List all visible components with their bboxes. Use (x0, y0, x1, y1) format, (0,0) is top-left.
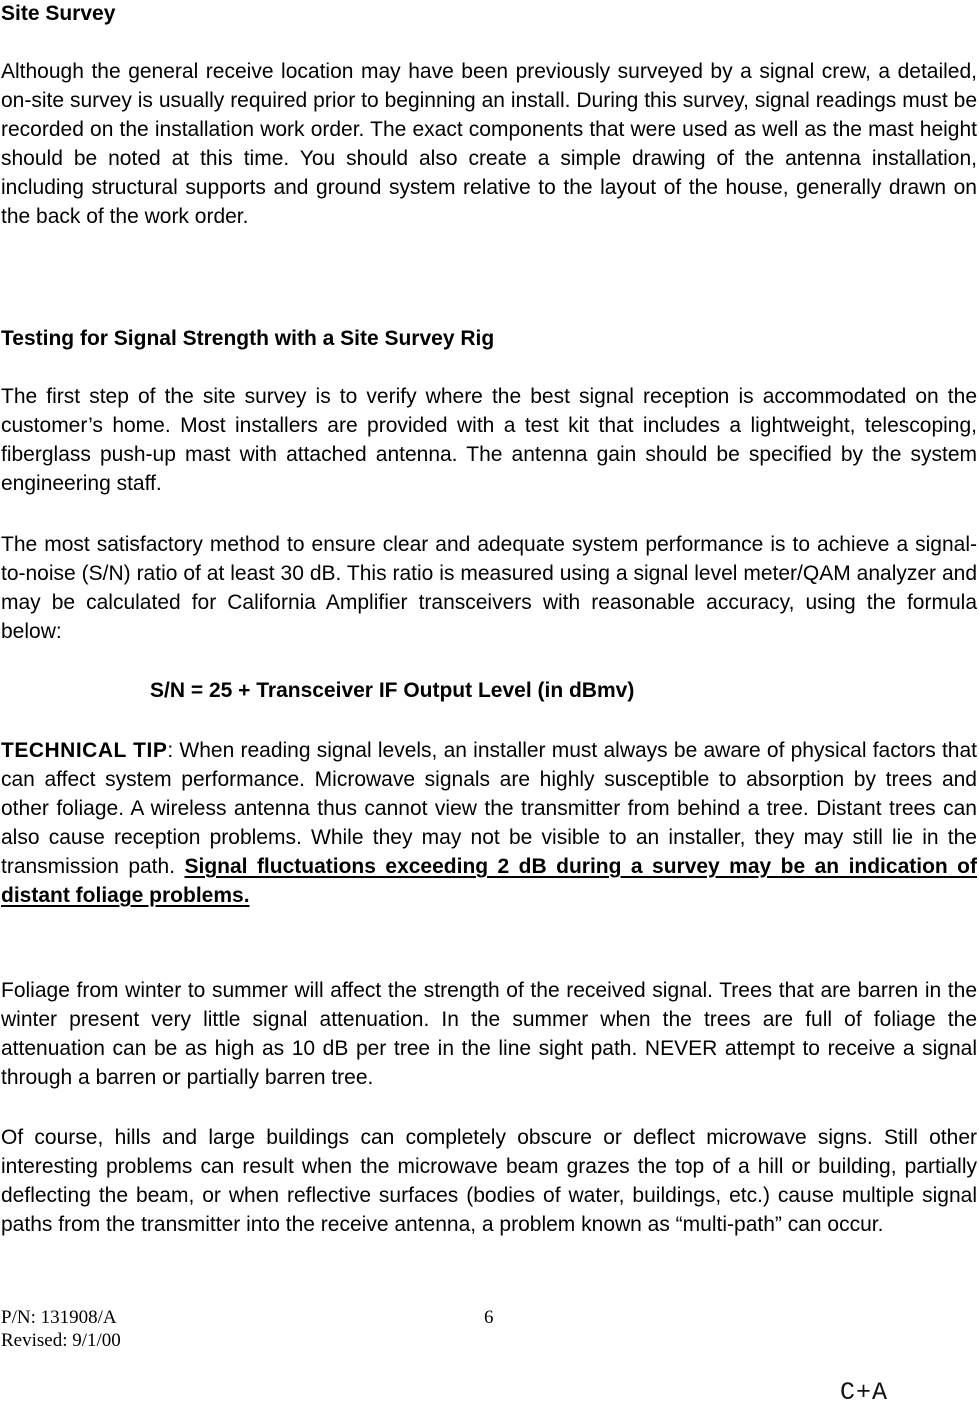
technical-tip-paragraph (1, 736, 977, 910)
section-heading-testing: Testing for Signal Strength with a Site Survey Rig (1, 327, 495, 350)
technical-tip-text: : When reading signal levels, an installer must always be aware of physical factors that can affect system performance. Microwave signals are highly susceptible to absorption by trees and other foliage. A wireless antenna thus cannot view the transmitter from behind a tree. Distant trees can also cause reception problems. While they may not be visible to an installer, they may still lie in the transmission path. (1, 739, 977, 878)
testing-paragraph-1: The first step of the site survey is to verify where the best signal reception is accommodated on the customer’s home. Most installers are provided with a test kit that includes a lightweight, telescoping, fiberglass push-up mast with attached antenna. The antenna gain should be specified by the system engineering staff. (1, 385, 977, 495)
site-survey-paragraph: Although the general receive location may have been previously surveyed by a signal crew, a detailed, on-site survey is usually required prior to beginning an install. During this survey, signal readings must be recorded on the installation work order. The exact components that were used as well as the mast height should be noted at this time. You should also create a simple drawing of the antenna installation, including structural supports and ground system relative to the layout of the house, generally drawn on the back of the work order. (1, 60, 977, 228)
footer-revised-date: Revised: 9/1/00 (1, 1330, 121, 1351)
testing-paragraph-2: The most satisfactory method to ensure clear and adequate system performance is to achieve a signal-to-noise (S/N) ratio of at least 30 dB. This ratio is measured using a signal level meter/QAM analyzer and may be calculated for California Amplifier transceivers with reasonable accuracy, using the formula below: (1, 533, 977, 643)
technical-tip-label: TECHNICAL TIP (1, 739, 168, 762)
footer-page-number: 6 (484, 1307, 494, 1328)
technical-tip-emphasis: Signal fluctuations exceeding 2 dB during a survey may be an indication of distant foliage problems (1, 855, 978, 907)
foliage-paragraph: Foliage from winter to summer will affect the strength of the received signal. Trees that are barren in the winter present very little signal attenuation. In the summer when the trees are full of foliage the attenuation can be as high as 10 dB per tree in the line sight path. NEVER attempt to receive a signal through a barren or partially barren tree. (1, 979, 977, 1089)
obstructions-paragraph: Of course, hills and large buildings can completely obscure or deflect microwave signs. Still other interesting problems can result when the microwave beam grazes the top of a hill or building, partially deflecting the beam, or when reflective surfaces (bodies of water, buildings, etc.) cause multiple signal paths from the transmitter into the receive antenna, a problem known as “multi-path” can occur. (1, 1126, 977, 1236)
signal-to-noise-formula: S/N = 25 + Transceiver IF Output Level (in dBmv) (150, 679, 635, 702)
footer-part-number: P/N: 131908/A (1, 1307, 117, 1328)
company-stamp: C+A (840, 1378, 889, 1407)
technical-tip-period: . (243, 884, 250, 907)
section-heading-site-survey: Site Survey (1, 2, 116, 25)
